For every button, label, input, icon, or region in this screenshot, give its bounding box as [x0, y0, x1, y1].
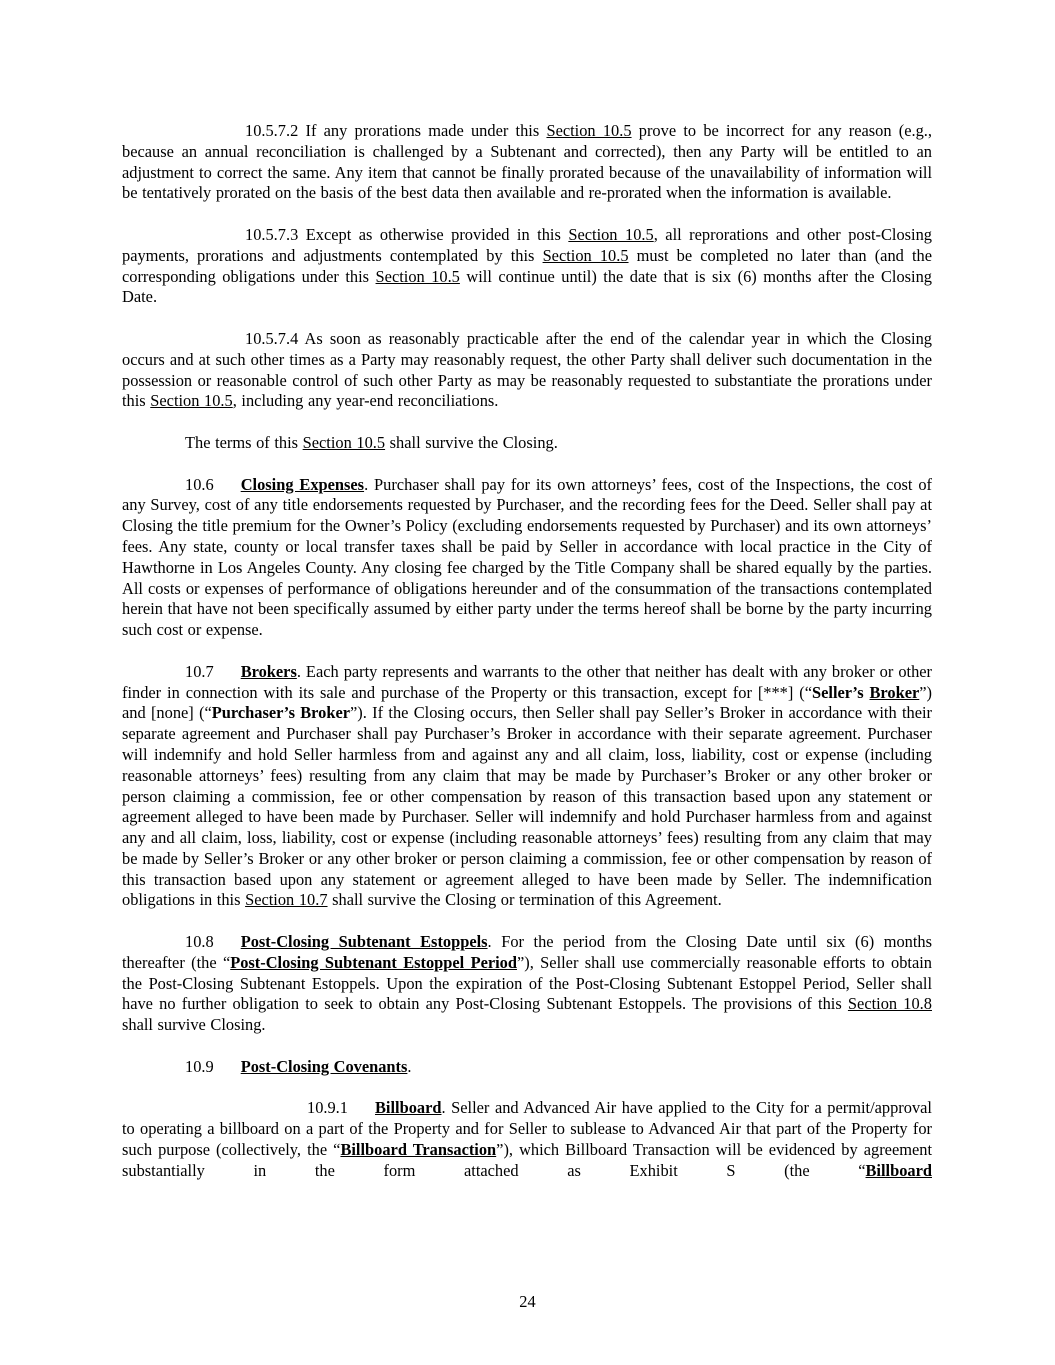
text-run: Section 10.5	[302, 432, 386, 452]
text-run: Section 10.7	[245, 890, 328, 910]
text-run: 10.5.7.4 As soon as reasonably practicable after the end of the calendar year in which the Closing occurs and at such other times as a Party may reasonably request, the other Party shall deliver such documentation in the possession or reasonable control of such other Party as may be reasonably requested to substantiate the prorations under this	[122, 328, 932, 411]
text-run: Billboard	[374, 1098, 442, 1118]
text-run: 10.6	[185, 474, 214, 494]
text-run: . Each party represents and warrants to the other that neither has dealt with any broker or other finder in connection with its sale and purchase of the Property or this transaction, except for [***] (“	[122, 661, 932, 702]
text-run: Section 10.5	[542, 245, 629, 265]
paragraph	[122, 475, 932, 641]
text-run: Section 10.5	[546, 121, 632, 140]
paragraph	[122, 1057, 932, 1078]
text-run: 10.5.7.3 Except as otherwise provided in this	[245, 224, 569, 244]
text-run: , all reprorations and other post-Closing payments, prorations and adjustments contemplated by this	[122, 224, 933, 265]
text-run: Closing Expenses	[240, 474, 365, 494]
text-run: . For the period from the Closing Date until six (6) months thereafter (the “	[122, 932, 932, 972]
text-run: Section 10.8	[847, 994, 932, 1014]
text-run: Section 10.5	[150, 391, 233, 411]
text-run: must be completed no later than (and the corresponding obligations under this	[122, 245, 932, 286]
paragraph	[122, 433, 932, 454]
text-run: 10.5.7.2 If any prorations made under this	[245, 121, 547, 140]
text-run: shall survive the Closing.	[385, 432, 558, 452]
text-run: Billboard	[865, 1160, 932, 1180]
paragraph	[122, 225, 932, 308]
text-run: Section 10.5	[375, 266, 460, 286]
text-run: Section 10.5	[568, 224, 654, 244]
text-run: will continue until) the date that is six (6) months after the Closing Date.	[122, 266, 932, 307]
text-run: 10.7	[185, 661, 214, 681]
text-run: shall survive the Closing or termination of this Agreement.	[327, 890, 722, 910]
text-run: Brokers	[240, 661, 297, 681]
page-number: 24	[519, 1292, 536, 1311]
text-run: ”). If the Closing occurs, then Seller shall pay Seller’s Broker in accordance with their separate agreement and Purchaser shall pay Purchaser’s Broker in accordance with their separate agreement. Purchaser will indemnify and hold Seller harmless from and against any and all claim, loss, liability, cost or expense (including reasonable attorneys’ fees) resulting from any claim that may be made by Purchaser’s Broker or any other broker or person claiming a commission, fee or other compensation by reason of this transaction based upon any statement or agreement alleged to have been made by Purchaser. Seller will indemnify and hold Purchaser harmless from and against any and all claim, loss, liability, cost or expense (including reasonable attorneys’ fees) resulting from any claim that may be made by Seller’s Broker or any other broker or person claiming a commission, fee or other compensation by reason of this transaction based upon any statement or agreement alleged to have been made by Seller. The indemnification obligations in this	[122, 703, 933, 910]
text-run: 10.9.1	[307, 1098, 348, 1118]
text-run: . Seller and Advanced Air have applied to the City for a permit/approval to operating a billboard on a part of the Property and for Seller to sublease to Advanced Air that part of the Property for such purpose (collectively, the “	[122, 1098, 932, 1160]
text-run: Post-Closing Covenants	[240, 1056, 408, 1076]
text-run: The terms of this	[185, 432, 303, 452]
text-run: ”), Seller shall use commercially reasonable efforts to obtain the Post-Closing Subtenant Estoppels. Upon the expiration of the Post-Closing Subtenant Estoppel Period, Seller shall have no further obligation to seek to obtain any Post-Closing Subtenant Estoppels. The provisions of this	[122, 952, 932, 1014]
text-run: 10.8	[185, 932, 214, 952]
text-run: Billboard Transaction	[340, 1140, 497, 1160]
text-run: ”), which Billboard Transaction will be evidenced by agreement substantially in the form attached as Exhibit S (the “	[122, 1140, 933, 1180]
text-run: ”) and [none] (“	[122, 682, 933, 723]
document-body	[122, 121, 932, 1202]
paragraph	[122, 1098, 932, 1181]
text-run: shall survive Closing.	[122, 1015, 266, 1035]
paragraph	[122, 329, 932, 412]
text-run: .	[407, 1056, 412, 1076]
text-run: Purchaser’s Broker	[211, 703, 351, 723]
text-run: , including any year-end reconciliations.	[232, 391, 499, 411]
paragraph	[122, 121, 932, 204]
text-run: Post-Closing Subtenant Estoppel Period	[230, 952, 517, 972]
text-run: 10.9	[185, 1056, 214, 1076]
paragraph	[122, 932, 932, 1036]
paragraph	[122, 662, 932, 912]
text-run: prove to be incorrect for any reason (e.g., because an annual reconciliation is challenged by a Subtenant and corrected), then any Party will be entitled to an adjustment to correct the same. Any item that cannot be finally prorated because of the unavailability of information will be tentatively prorated on the basis of the best data then available and re-prorated when the information is available.	[122, 121, 932, 203]
text-run: . Purchaser shall pay for its own attorneys’ fees, cost of the Inspections, the cost of any Survey, cost of any title endorsements requested by Purchaser, and the recording fees for the Deed. Seller shall pay at Closing the title premium for the Owner’s Policy (excluding endorsements requested by Purchaser) and its own attorneys’ fees. Any state, county or local transfer taxes shall be paid by Seller in accordance with local practice in the City of Hawthorne in Los Angeles County. Any closing fee charged by the Title Company shall be shared equally by the parties. All costs or expenses of performance of obligations hereunder and of the consummation of the transactions contemplated herein that have not been specifically assumed by either party under the terms hereof shall be borne by the party incurring such cost or expense.	[122, 474, 933, 640]
text-run: Post-Closing Subtenant Estoppels	[240, 932, 488, 952]
text-run: Broker	[869, 682, 920, 702]
text-run: Seller’s	[812, 682, 870, 702]
